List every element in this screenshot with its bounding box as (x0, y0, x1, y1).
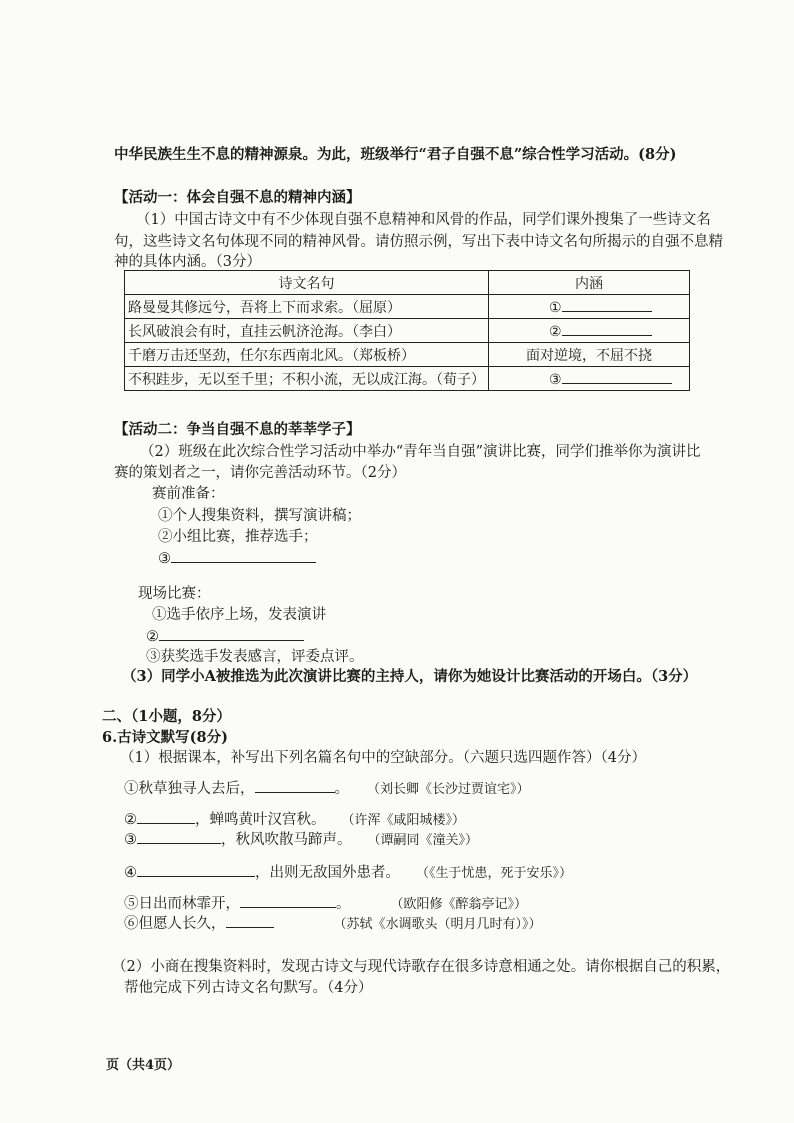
answer-blank[interactable] (255, 778, 335, 793)
answer-blank[interactable] (171, 548, 316, 563)
recite-line-2[interactable]: ② ，蝉鸣黄叶汉宫秋。 （许浑《咸阳城楼》） (124, 809, 465, 831)
q1-line-3: 神的具体内涵。（3分） (114, 254, 261, 270)
recite-line-1[interactable]: ①秋草独寻人去后， 。 （刘长卿《长沙过贾谊宅》） (124, 778, 530, 800)
q2-line-1: （2）班级在此次综合性学习活动中举办“青年当自强”演讲比赛，同学们推举你为演讲比 (140, 444, 701, 460)
table-row (125, 343, 690, 367)
meaning-cell[interactable]: ① (489, 295, 690, 319)
poems-table (124, 270, 690, 391)
prep-title: 赛前准备： (152, 486, 225, 502)
answer-blank[interactable] (226, 913, 274, 928)
live-item-1: ①选手依序上场，发表演讲 (152, 607, 326, 623)
quote-cell: 长风破浪会有时，直挂云帆济沧海。（李白） (125, 319, 489, 343)
live-item-3: ③获奖选手发表感言，评委点评。 (146, 649, 364, 665)
q2-line-2: 赛的策划者之一，请你完善活动环节。（2分） (114, 465, 406, 481)
live-title: 现场比赛： (138, 586, 211, 602)
page-footer: 页（共4页） (106, 1058, 181, 1073)
meaning-cell: 面对逆境，不屈不挠 (489, 343, 690, 367)
table-row (125, 319, 690, 343)
recite-line-6[interactable]: ⑥但愿人长久， （苏轼《水调歌头（明月几时有）》） (124, 913, 542, 935)
q1-line-2: 句，这些诗文名句体现不同的精神风骨。请仿照示例，写出下表中诗文名句所揭示的自强不息精 (114, 234, 723, 250)
recite-line-3[interactable]: ③ ，秋风吹散马蹄声。 （谭嗣同《潼关》） (124, 829, 478, 851)
recite-line-5[interactable]: ⑤日出而林霏开， 。 （欧阳修《醉翁亭记》） (124, 893, 527, 915)
intro-line: 中华民族生生不息的精神源泉。为此，班级举行“君子自强不息”综合性学习活动。(8分) (114, 146, 677, 163)
q6-sub1: （1）根据课本，补写出下列名篇名句中的空缺部分。（六题只选四题作答）（4分） (120, 750, 646, 766)
table-header-row (125, 271, 690, 295)
recite-line-4[interactable]: ④ ，出则无敌国外患者。 （《生于忧患，死于安乐》） (124, 862, 572, 884)
answer-blank[interactable] (562, 297, 652, 312)
activity2-title: 【活动二：争当自强不息的莘莘学子】 (114, 421, 361, 438)
prep-item-2: ②小组比赛，推荐选手； (158, 529, 318, 545)
quote-cell: 不积跬步，无以至千里；不积小流，无以成江海。（荀子） (125, 367, 489, 391)
meaning-cell[interactable]: ② (489, 319, 690, 343)
header-quote: 诗文名句 (125, 271, 489, 295)
quote-cell: 路曼曼其修远兮，吾将上下而求索。（屈原） (125, 295, 489, 319)
quote-cell: 千磨万击还坚劲，任尔东西南北风。（郑板桥） (125, 343, 489, 367)
activity1-title: 【活动一：体会自强不息的精神内涵】 (114, 189, 361, 206)
section2-heading: 二、（1小题，8分） (102, 708, 231, 725)
q6-sub2-line-1: （2）小商在搜集资料时，发现古诗文与现代诗歌存在很多诗意相通之处。请你根据自己的积累， (112, 959, 731, 975)
table-row (125, 367, 690, 391)
q1-line-1: （1）中国古诗文中有不少体现自强不息精神和风骨的作品，同学们课外搜集了一些诗文名 (136, 212, 711, 228)
answer-blank[interactable] (562, 369, 672, 384)
q6-title: 6.古诗文默写(8分) (102, 729, 228, 746)
prep-item-3[interactable]: ③ (158, 548, 316, 569)
answer-blank[interactable] (137, 862, 255, 877)
answer-blank[interactable] (240, 893, 336, 908)
answer-blank[interactable] (137, 829, 221, 844)
answer-blank[interactable] (137, 809, 195, 824)
header-meaning: 内涵 (489, 271, 690, 295)
q6-sub2-line-2: 帮他完成下列古诗文名句默写。（4分） (124, 980, 373, 996)
table-row (125, 295, 690, 319)
answer-blank[interactable] (159, 626, 304, 641)
answer-blank[interactable] (562, 321, 652, 336)
prep-item-1: ①个人搜集资料，撰写演讲稿； (158, 508, 361, 524)
meaning-cell[interactable]: ③ (489, 367, 690, 391)
live-item-2[interactable]: ② (146, 626, 304, 647)
q3-text: （3）同学小A被推选为此次演讲比赛的主持人，请你为她设计比赛活动的开场白。（3分） (122, 668, 698, 685)
